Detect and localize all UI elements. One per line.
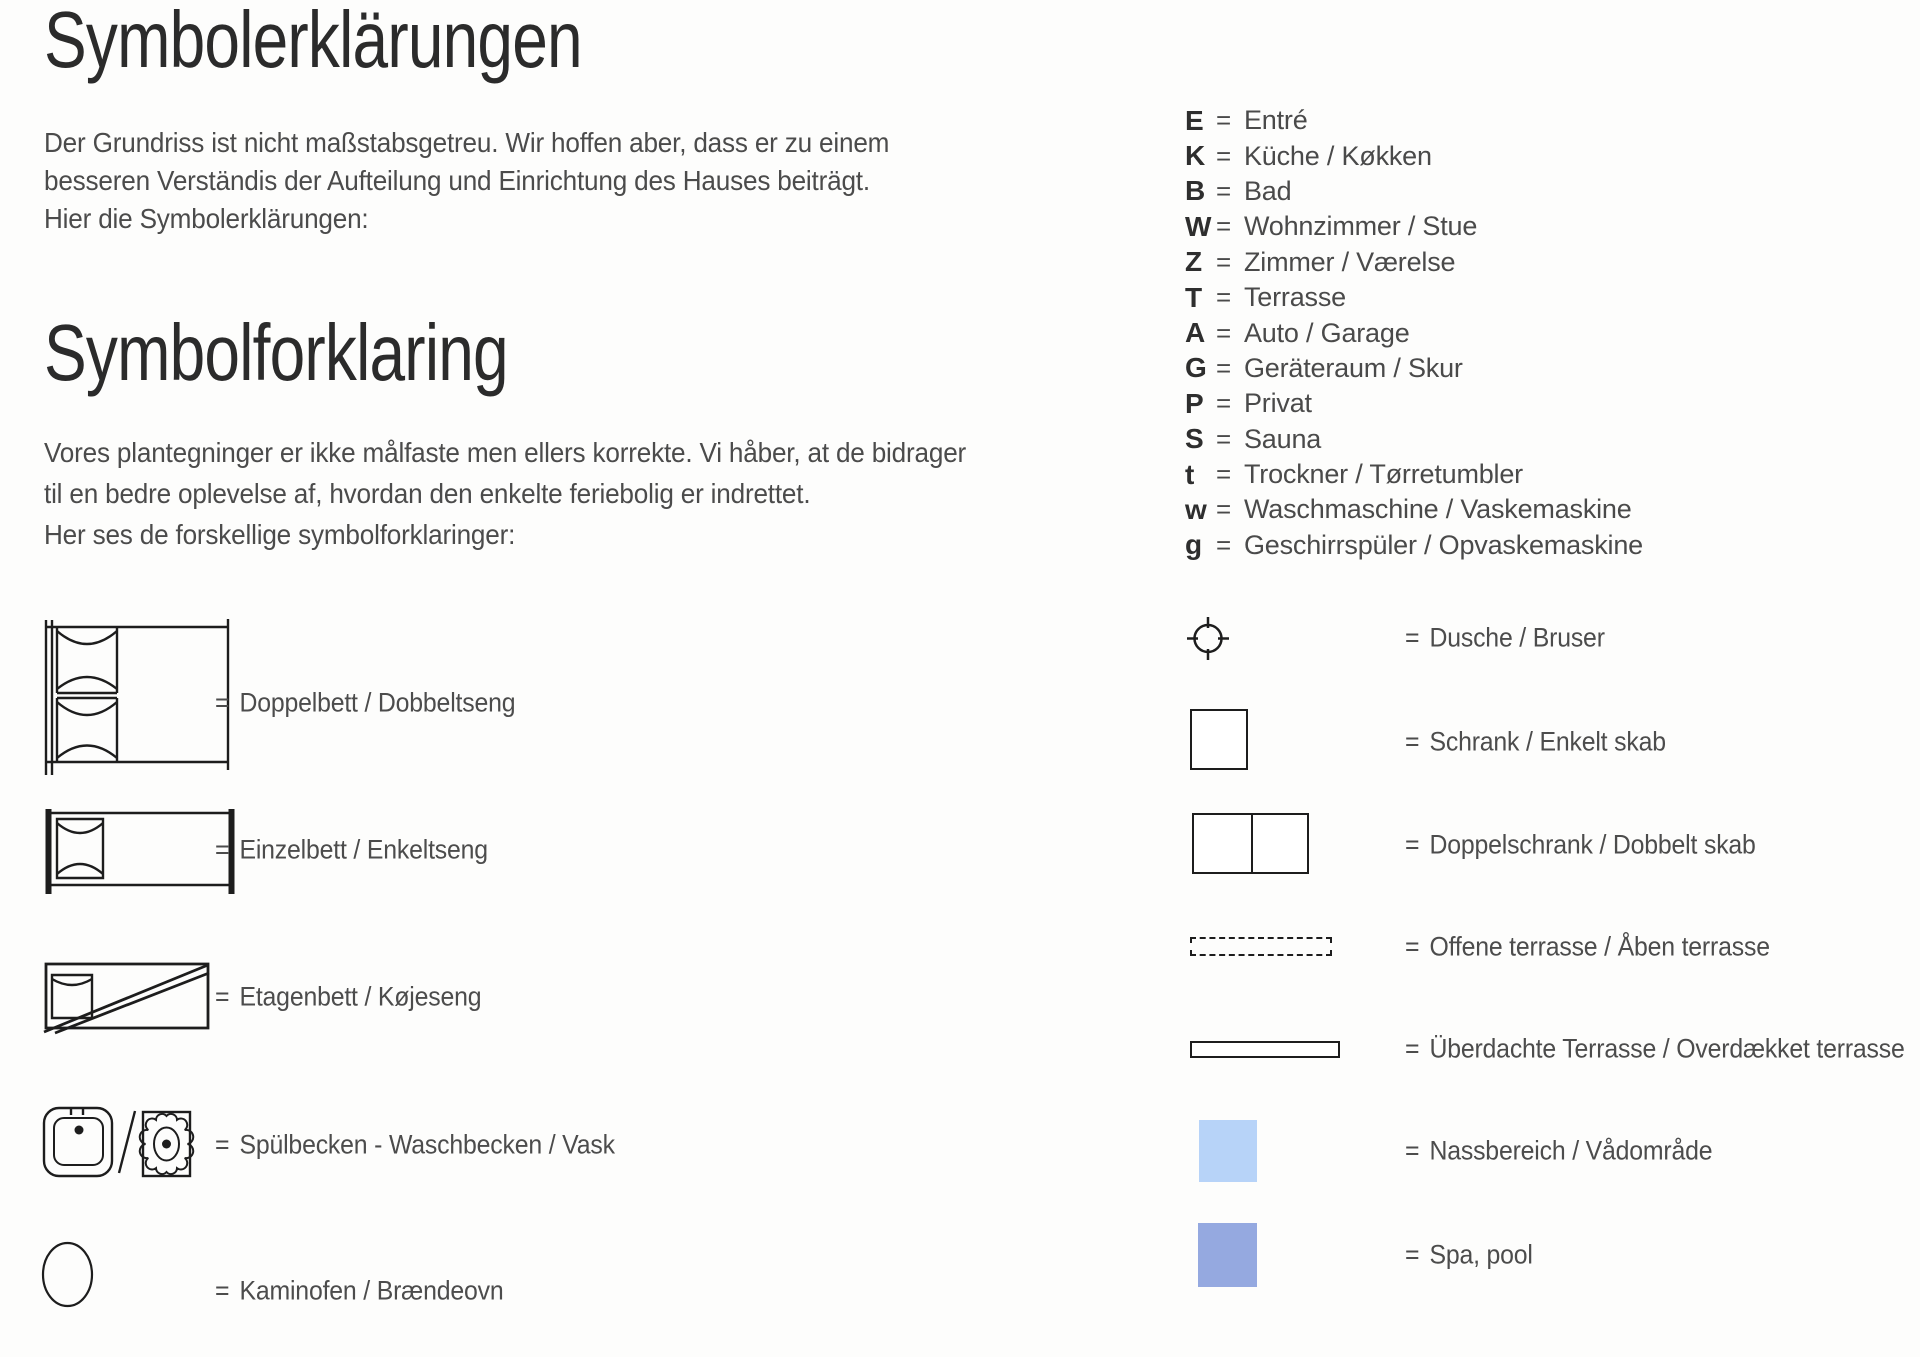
double-cabinet-icon xyxy=(1192,813,1309,874)
page-title-danish: Symbolforklaring xyxy=(44,308,508,397)
abbr-letter: E xyxy=(1185,104,1204,136)
abbr-letter: G xyxy=(1185,352,1207,384)
equals-sign: = xyxy=(1216,140,1232,171)
abbr-row-terrace xyxy=(1185,280,1643,315)
equals-sign: = xyxy=(1405,622,1420,653)
abbr-label: Sauna xyxy=(1244,423,1322,454)
double-bed-icon xyxy=(40,612,240,780)
abbr-row-entree xyxy=(1185,103,1643,138)
abbr-letter: A xyxy=(1185,317,1206,349)
abbr-row-livingroom xyxy=(1185,209,1643,244)
bunk-bed-icon xyxy=(40,958,215,1038)
abbr-letter: w xyxy=(1185,493,1207,525)
abbr-letter: Z xyxy=(1185,246,1203,278)
equals-sign: = xyxy=(1405,1135,1420,1166)
abbr-letter: T xyxy=(1185,281,1203,313)
abbr-row-washingmachine xyxy=(1185,492,1643,527)
equals-sign: = xyxy=(1216,388,1232,419)
equals-sign: = xyxy=(215,687,230,718)
intro-text-danish xyxy=(44,432,966,555)
equals-sign: = xyxy=(1216,423,1232,454)
intro-de-line-3: Hier die Symbolerklärungen: xyxy=(44,203,369,234)
equals-sign: = xyxy=(1216,494,1232,525)
equals-sign: = xyxy=(215,1275,230,1306)
equals-sign: = xyxy=(215,1129,230,1160)
spa-pool-icon xyxy=(1198,1223,1257,1287)
abbr-letter: S xyxy=(1185,423,1204,455)
abbr-label: Geräteraum / Skur xyxy=(1244,352,1463,383)
shower-icon xyxy=(1183,613,1233,663)
abbr-label: Geschirrspüler / Opvaskemaskine xyxy=(1244,529,1643,560)
equals-sign: = xyxy=(1405,1033,1420,1064)
abbr-letter: g xyxy=(1185,529,1203,561)
abbr-letter: W xyxy=(1185,210,1212,242)
equals-sign: = xyxy=(1405,1239,1420,1270)
open-terrace-label: = Offene terrasse / Åben terrasse xyxy=(1405,931,1770,962)
abbr-label: Auto / Garage xyxy=(1244,317,1410,348)
covered-terrace-label: = Überdachte Terrasse / Overdækket terrasse xyxy=(1405,1033,1905,1064)
equals-sign: = xyxy=(215,834,230,865)
equals-sign: = xyxy=(1216,317,1232,348)
intro-da-line-2: til en bedre oplevelse af, hvordan den enkelte feriebolig er indrettet. xyxy=(44,478,811,509)
abbr-row-dishwasher xyxy=(1185,528,1643,563)
shower-label: = Dusche / Bruser xyxy=(1405,622,1605,653)
abbr-row-private xyxy=(1185,386,1643,421)
bunk-bed-label: = Etagenbett / Køjeseng xyxy=(215,981,482,1012)
wet-area-icon xyxy=(1199,1120,1257,1182)
room-abbreviation-list xyxy=(1185,103,1643,563)
abbr-row-toolshed xyxy=(1185,351,1643,386)
abbr-letter: t xyxy=(1185,458,1195,490)
wood-stove-icon xyxy=(40,1240,120,1310)
sink-label: = Spülbecken - Waschbecken / Vask xyxy=(215,1129,615,1160)
equals-sign: = xyxy=(1216,529,1232,560)
covered-terrace-icon xyxy=(1190,1041,1340,1058)
abbr-label: Entré xyxy=(1244,105,1308,136)
sink-icon xyxy=(40,1100,240,1185)
equals-sign: = xyxy=(1405,726,1420,757)
equals-sign: = xyxy=(215,981,230,1012)
abbr-letter: B xyxy=(1185,175,1206,207)
open-terrace-icon xyxy=(1190,937,1332,956)
single-cabinet-label: = Schrank / Enkelt skab xyxy=(1405,726,1666,757)
equals-sign: = xyxy=(1405,931,1420,962)
spa-pool-label: = Spa, pool xyxy=(1405,1239,1533,1270)
equals-sign: = xyxy=(1216,459,1232,490)
intro-de-line-2: besseren Verständis der Aufteilung und Einrichtung des Hauses beiträgt. xyxy=(44,165,870,196)
equals-sign: = xyxy=(1216,175,1232,206)
equals-sign: = xyxy=(1216,211,1232,242)
abbr-label: Waschmaschine / Vaskemaskine xyxy=(1244,494,1632,525)
equals-sign: = xyxy=(1216,246,1232,277)
abbr-label: Wohnzimmer / Stue xyxy=(1244,211,1478,242)
abbr-row-room xyxy=(1185,245,1643,280)
single-bed-icon xyxy=(40,806,240,898)
abbr-label: Zimmer / Værelse xyxy=(1244,246,1456,277)
abbr-label: Terrasse xyxy=(1244,282,1346,313)
double-bed-label: = Doppelbett / Dobbeltseng xyxy=(215,687,516,718)
abbr-letter: K xyxy=(1185,140,1206,172)
abbr-label: Küche / Køkken xyxy=(1244,140,1432,171)
abbr-row-garage xyxy=(1185,315,1643,350)
intro-de-line-1: Der Grundriss ist nicht maßstabsgetreu. Wir hoffen aber, dass er zu einem xyxy=(44,127,890,158)
wet-area-label: = Nassbereich / Vådområde xyxy=(1405,1135,1713,1166)
equals-sign: = xyxy=(1405,829,1420,860)
abbr-row-bath xyxy=(1185,174,1643,209)
abbr-label: Privat xyxy=(1244,388,1312,419)
abbr-letter: P xyxy=(1185,387,1204,419)
abbr-row-dryer xyxy=(1185,457,1643,492)
double-cabinet-label: = Doppelschrank / Dobbelt skab xyxy=(1405,829,1756,860)
equals-sign: = xyxy=(1216,282,1232,313)
abbr-label: Trockner / Tørretumbler xyxy=(1244,459,1523,490)
wood-stove-label: = Kaminofen / Brændeovn xyxy=(215,1275,504,1306)
cabinet-divider xyxy=(1251,815,1254,872)
equals-sign: = xyxy=(1216,352,1232,383)
intro-da-line-1: Vores plantegninger er ikke målfaste men ellers korrekte. Vi håber, at de bidrager xyxy=(44,437,967,468)
intro-text-german xyxy=(44,124,889,238)
single-bed-label: = Einzelbett / Enkeltseng xyxy=(215,834,488,865)
single-cabinet-icon xyxy=(1190,709,1248,770)
page-title-german: Symbolerklärungen xyxy=(44,0,582,84)
equals-sign: = xyxy=(1216,105,1232,136)
abbr-row-sauna xyxy=(1185,422,1643,457)
intro-da-line-3: Her ses de forskellige symbolforklaringer: xyxy=(44,519,516,550)
abbr-label: Bad xyxy=(1244,175,1292,206)
abbr-row-kitchen xyxy=(1185,138,1643,173)
